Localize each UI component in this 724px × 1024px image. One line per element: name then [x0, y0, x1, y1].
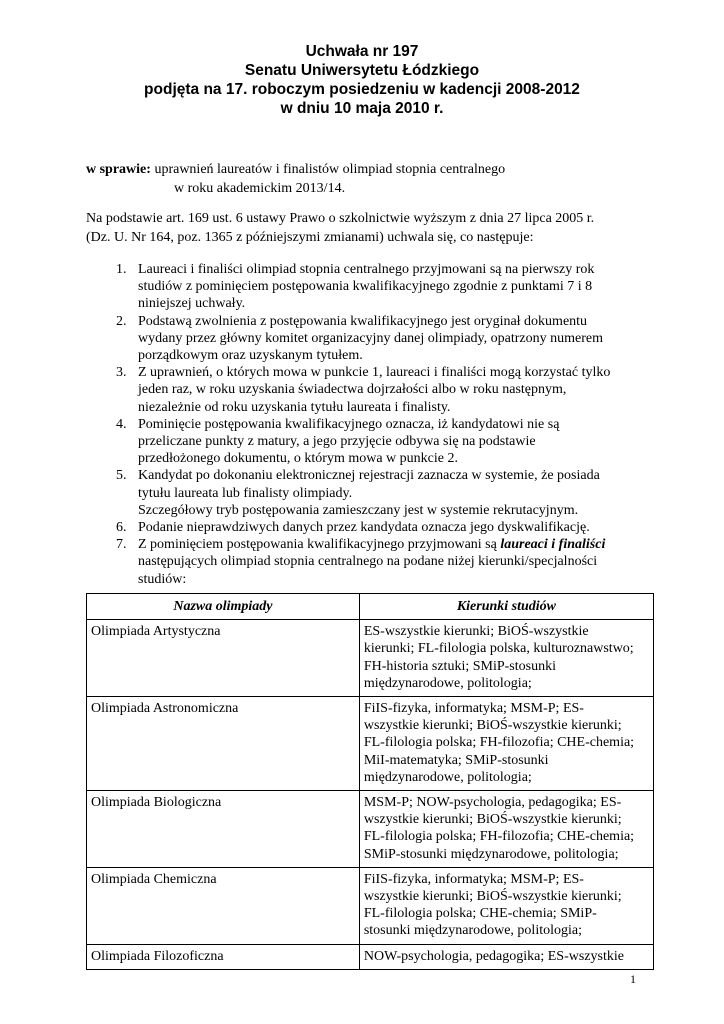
item-text-line: niniejszej uchwały. [138, 296, 246, 312]
item-text-line: studiów: [138, 571, 187, 587]
item7-emphasis: laureaci i finaliści [500, 537, 606, 553]
item-text-line: niezależnie od roku uzyskania tytułu laureata i finalisty. [138, 399, 451, 415]
legal-basis [86, 209, 666, 247]
table-row [87, 791, 654, 868]
legal-basis-line-2: (Dz. U. Nr 164, poz. 1365 z późniejszymi zmianami) uchwala się, co następuje: [86, 230, 534, 245]
item-text-line: następujących olimpiad stopnia centralnego na podane niżej kierunki/specjalności [138, 554, 598, 570]
fields-line: FiIS-fizyka, informatyka; MSM-P; ES- [363, 871, 584, 887]
subject-line-2: w roku akademickim 2013/14. [174, 181, 346, 196]
item-number: 2. [116, 313, 127, 329]
list-item [86, 313, 646, 365]
fields-line: MSM-P; NOW-psychologia, pedagogika; ES- [363, 795, 622, 811]
fields-line: NOW-psychologia, pedagogika; ES-wszystkie [363, 948, 624, 964]
fields-line: FL-filologia polska; FH-filozofia; CHE-chemia; [363, 735, 635, 751]
item-text-line: Podstawą zwolnienia z postępowania kwalifikacyjnego jest oryginał dokumentu [138, 313, 588, 329]
title-line-1: Uchwała nr 197 [305, 43, 419, 60]
fields-line: wszystkie kierunki; BiOŚ-wszystkie kierunki; [363, 889, 622, 905]
page-number: 1 [630, 972, 636, 986]
subject-label: w sprawie: [86, 162, 151, 177]
item-number: 4. [116, 416, 127, 432]
item-text-line: przedłożonego dokumentu, o którym mowa w punkcie 2. [138, 451, 458, 467]
fields-line: FiIS-fizyka, informatyka; MSM-P; ES- [363, 701, 584, 717]
table-row [87, 620, 654, 697]
item-number: 7. [116, 537, 127, 553]
list-item [86, 467, 646, 519]
olympiad-table [86, 593, 654, 970]
list-item [86, 364, 646, 416]
subject-line-1: uprawnień laureatów i finalistów olimpiad stopnia centralnego [154, 162, 506, 177]
title-line-2: Senatu Uniwersytetu Łódzkiego [244, 62, 480, 79]
fields-cell [359, 791, 653, 868]
item-number: 3. [116, 365, 127, 381]
fields-line: FL-filologia polska; FH-filozofia; CHE-chemia; [363, 829, 635, 845]
table-row [87, 697, 654, 791]
column-header-fields: Kierunki studiów [359, 594, 653, 620]
item-number: 5. [116, 468, 127, 484]
column-header-olympiad: Nazwa olimpiady [87, 594, 360, 620]
item-text-line: studiów z pominięciem postępowania kwalifikacyjnego zgodnie z punktami 7 i 8 [138, 279, 593, 295]
item-text-line: Kandydat po dokonaniu elektronicznej rejestracji zaznacza w systemie, że posiada [138, 468, 600, 484]
fields-line: FH-historia sztuki; SMiP-stosunki [363, 658, 556, 674]
fields-line: SMiP-stosunki międzynarodowe, politologia; [363, 846, 619, 862]
item-text-line: tytułu laureata lub finalisty olimpiady. [138, 485, 353, 501]
fields-line: ES-wszystkie kierunki; BiOŚ-wszystkie [363, 624, 589, 640]
olympiad-name-cell: Olimpiada Biologiczna [87, 791, 360, 868]
list-item [86, 416, 646, 468]
olympiad-name-cell: Olimpiada Filozoficzna [87, 944, 360, 969]
fields-line: międzynarodowe, politologia; [363, 675, 532, 691]
olympiad-name-cell: Olimpiada Astronomiczna [87, 697, 360, 791]
fields-line: wszystkie kierunki; BiOŚ-wszystkie kierunki; [363, 718, 622, 734]
legal-basis-line-1: Na podstawie art. 169 ust. 6 ustawy Prawo o szkolnictwie wyższym z dnia 27 lipca 2005 r. [86, 211, 595, 226]
item-text-line: przeliczane punkty z matury, a jego przyjęcie odbywa się na podstawie [138, 434, 536, 450]
list-item [86, 261, 646, 313]
fields-line: kierunki; FL-filologia polska, kulturoznawstwo; [363, 641, 634, 657]
item-number: 6. [116, 520, 127, 536]
item7-line-1-text: Z pominięciem postępowania kwalifikacyjnego przyjmowani są [138, 537, 501, 553]
table-row [87, 944, 654, 969]
fields-cell [359, 867, 653, 944]
fields-line: MiI-matematyka; SMiP-stosunki [363, 752, 549, 768]
fields-line: wszystkie kierunki; BiOŚ-wszystkie kierunki; [363, 812, 622, 828]
fields-cell [359, 620, 653, 697]
fields-line: międzynarodowe, politologia; [363, 769, 532, 785]
subject-section [86, 160, 666, 198]
table-header-row [87, 594, 654, 620]
list-item [86, 536, 646, 588]
title-line-4: w dniu 10 maja 2010 r. [280, 100, 444, 117]
item-number: 1. [116, 262, 127, 277]
item-text-line: porządkowym oraz uzyskanym tytułem. [138, 348, 363, 364]
olympiad-name-cell: Olimpiada Chemiczna [87, 867, 360, 944]
item-text-line: jeden raz, w roku uzyskania świadectwa dojrzałości albo w roku następnym, [138, 382, 567, 398]
resolution-title [0, 42, 724, 118]
item-text-line [138, 536, 646, 553]
olympiad-name-cell: Olimpiada Artystyczna [87, 620, 360, 697]
fields-line: stosunki międzynarodowe, politologia; [363, 923, 582, 939]
item-text-line: Podanie nieprawdziwych danych przez kandydata oznacza jego dyskwalifikację. [138, 520, 590, 536]
list-item [86, 519, 646, 536]
item-text-line: Pominięcie postępowania kwalifikacyjnego oznacza, iż kandydatowi nie są [138, 416, 560, 432]
item-text-line: Laureaci i finaliści olimpiad stopnia centralnego przyjmowani są na pierwszy rok [138, 262, 595, 277]
title-line-3: podjęta na 17. roboczym posiedzeniu w kadencji 2008-2012 [144, 81, 580, 98]
fields-cell [359, 944, 653, 969]
table-row [87, 867, 654, 944]
fields-line: FL-filologia polska; CHE-chemia; SMiP- [363, 906, 597, 922]
fields-cell [359, 697, 653, 791]
item-text-line: wydany przez główny komitet organizacyjny danej olimpiady, opatrzony numerem [138, 330, 603, 346]
provisions-list [86, 261, 646, 588]
item-text-line: Szczegółowy tryb postępowania zamieszczany jest w systemie rekrutacyjnym. [138, 502, 579, 518]
item-text-line: Z uprawnień, o których mowa w punkcie 1, laureaci i finaliści mogą korzystać tylko [138, 365, 611, 381]
